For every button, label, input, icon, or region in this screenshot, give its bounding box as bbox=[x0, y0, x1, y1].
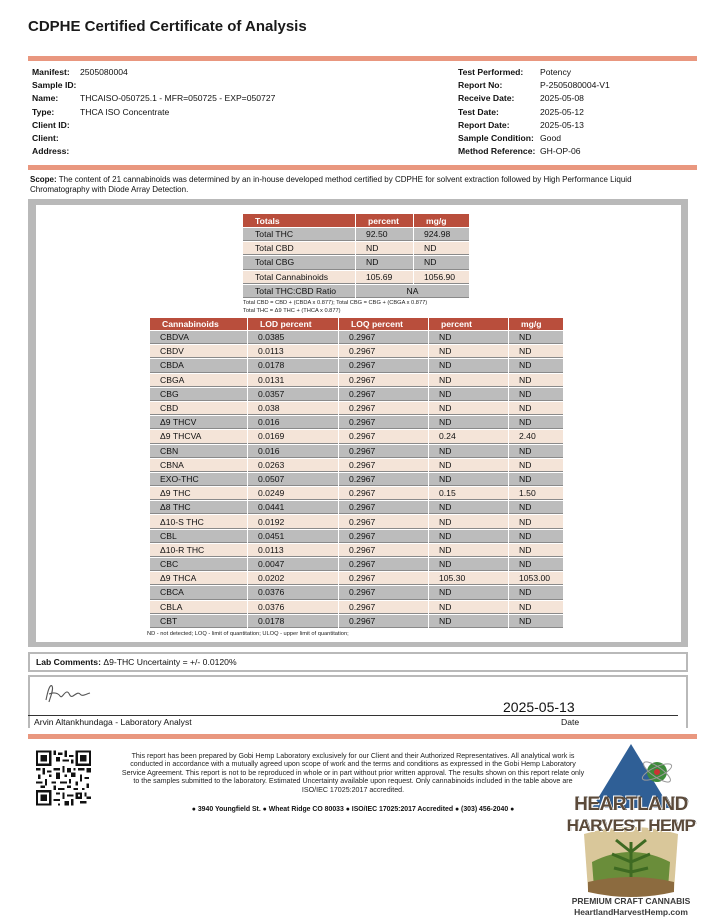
table-cell: ND bbox=[509, 530, 563, 543]
table-cell: 2.40 bbox=[509, 430, 563, 443]
table-row bbox=[243, 228, 469, 241]
table-cell: CBDVA bbox=[150, 331, 247, 344]
table-cell: CBD bbox=[150, 402, 247, 415]
table-cell: 0.016 bbox=[248, 416, 338, 429]
table-cell: ND bbox=[429, 345, 508, 358]
table-cell: 0.15 bbox=[429, 487, 508, 500]
table-cell: ND bbox=[429, 530, 508, 543]
table-row bbox=[243, 256, 469, 269]
signature-line bbox=[28, 715, 678, 716]
table-cell: ND bbox=[429, 601, 508, 614]
table-row bbox=[150, 331, 563, 344]
lab-comments bbox=[28, 652, 688, 672]
table-cell: 92.50 bbox=[356, 228, 413, 241]
table-cell: 0.0451 bbox=[248, 530, 338, 543]
info-row bbox=[32, 119, 432, 132]
info-label: Address: bbox=[32, 146, 70, 157]
table-row bbox=[150, 615, 563, 628]
table-cell: ND bbox=[509, 601, 563, 614]
table-row bbox=[150, 416, 563, 429]
table-cell: ND bbox=[429, 416, 508, 429]
info-row bbox=[32, 106, 432, 119]
table-cell: CBG bbox=[150, 388, 247, 401]
table-cell: ND bbox=[509, 544, 563, 557]
table-cell: 0.2967 bbox=[339, 586, 428, 599]
info-label: Method Reference: bbox=[458, 146, 536, 157]
info-row bbox=[458, 132, 698, 145]
table-cell: 924.98 bbox=[414, 228, 469, 241]
table-cell: ND bbox=[429, 515, 508, 528]
info-row bbox=[32, 145, 432, 158]
sample-info-left bbox=[32, 66, 432, 158]
table-row bbox=[150, 473, 563, 486]
table-row bbox=[150, 345, 563, 358]
info-row bbox=[458, 92, 698, 105]
table-cell: ND bbox=[509, 445, 563, 458]
table-cell: 0.0249 bbox=[248, 487, 338, 500]
table-row bbox=[243, 271, 469, 284]
cannabinoids-header: LOQ percent bbox=[339, 318, 428, 330]
info-row bbox=[32, 66, 432, 79]
table-cell: ND bbox=[509, 615, 563, 628]
cannabinoids-header: mg/g bbox=[509, 318, 563, 330]
table-cell: 0.2967 bbox=[339, 601, 428, 614]
table-row bbox=[150, 601, 563, 614]
table-cell: ND bbox=[429, 544, 508, 557]
table-cell: Δ9 THCVA bbox=[150, 430, 247, 443]
table-cell: 0.0357 bbox=[248, 388, 338, 401]
lab-comments-label: Lab Comments: bbox=[36, 657, 101, 667]
table-cell: Δ9 THC bbox=[150, 487, 247, 500]
info-label: Type: bbox=[32, 106, 55, 117]
table-cell: 0.0202 bbox=[248, 572, 338, 585]
table-cell: 105.69 bbox=[356, 271, 413, 284]
table-row bbox=[150, 487, 563, 500]
table-cell: 0.0376 bbox=[248, 601, 338, 614]
table-cell: 0.2967 bbox=[339, 345, 428, 358]
table-cell: ND bbox=[429, 388, 508, 401]
cannabinoids-table bbox=[149, 317, 564, 629]
table-row bbox=[150, 445, 563, 458]
scope-label: Scope: bbox=[30, 175, 57, 184]
table-cell: ND bbox=[414, 242, 469, 255]
analyst-name: Arvin Altankhundaga - Laboratory Analyst bbox=[34, 717, 192, 727]
table-cell: NA bbox=[356, 285, 469, 298]
table-cell: ND bbox=[356, 242, 413, 255]
table-cell: ND bbox=[509, 402, 563, 415]
table-cell: ND bbox=[509, 515, 563, 528]
info-value: Potency bbox=[540, 67, 572, 77]
table-cell: 0.0113 bbox=[248, 345, 338, 358]
table-cell: 0.016 bbox=[248, 445, 338, 458]
table-cell: 0.2967 bbox=[339, 430, 428, 443]
totals-formula-2: Total THC = Δ9 THC + (THCA x 0.877) bbox=[243, 308, 341, 314]
table-cell: 1056.90 bbox=[414, 271, 469, 284]
date-label: Date bbox=[561, 717, 580, 727]
table-cell: ND bbox=[509, 558, 563, 571]
scope-text bbox=[30, 175, 690, 195]
table-cell: 0.2967 bbox=[339, 515, 428, 528]
info-label: Report Date: bbox=[458, 119, 510, 130]
info-value: P-2505080004-V1 bbox=[540, 80, 610, 91]
table-cell: Δ9 THCA bbox=[150, 572, 247, 585]
scope-body: The content of 21 cannabinoids was determined by an in-house developed method certified by CDPHE for solvent extraction followed by High Performance Liquid Chromatography with Diode Array Detection. bbox=[30, 175, 632, 194]
table-cell: CBNA bbox=[150, 459, 247, 472]
table-row bbox=[150, 586, 563, 599]
info-label: Receive Date: bbox=[458, 93, 515, 104]
page-title: CDPHE Certified Certificate of Analysis bbox=[28, 18, 307, 35]
table-row bbox=[150, 501, 563, 514]
signature-image bbox=[40, 680, 100, 706]
info-row bbox=[32, 79, 432, 92]
table-row bbox=[150, 530, 563, 543]
table-row bbox=[150, 374, 563, 387]
table-cell: ND bbox=[429, 473, 508, 486]
table-cell: 0.0507 bbox=[248, 473, 338, 486]
table-cell: 1053.00 bbox=[509, 572, 563, 585]
table-cell: Total CBD bbox=[243, 242, 355, 255]
table-cell: 0.2967 bbox=[339, 544, 428, 557]
info-rule bbox=[28, 165, 697, 170]
table-cell: CBT bbox=[150, 615, 247, 628]
logo-text-line2: HARVEST HEMP bbox=[566, 816, 696, 835]
table-cell: ND bbox=[429, 445, 508, 458]
table-cell: CBGA bbox=[150, 374, 247, 387]
logo-text-line3: PREMIUM CRAFT CANNABIS bbox=[571, 896, 691, 906]
info-value: GH-OP-06 bbox=[540, 146, 581, 157]
table-cell: Total THC:CBD Ratio bbox=[243, 285, 355, 298]
table-row bbox=[150, 388, 563, 401]
table-cell: 0.2967 bbox=[339, 501, 428, 514]
table-cell: 105.30 bbox=[429, 572, 508, 585]
info-row bbox=[458, 106, 698, 119]
table-cell: CBC bbox=[150, 558, 247, 571]
info-label: Name: bbox=[32, 93, 59, 104]
footer-rule bbox=[28, 734, 697, 739]
logo-text-line4: HeartlandHarvestHemp.com bbox=[574, 907, 688, 917]
table-cell: 0.0441 bbox=[248, 501, 338, 514]
table-cell: ND bbox=[414, 256, 469, 269]
table-cell: ND bbox=[509, 345, 563, 358]
table-cell: 0.2967 bbox=[339, 487, 428, 500]
cannabinoids-header: Cannabinoids bbox=[150, 318, 247, 330]
table-cell: ND bbox=[429, 374, 508, 387]
table-cell: ND bbox=[429, 615, 508, 628]
info-row bbox=[458, 66, 698, 79]
table-cell: Total Cannabinoids bbox=[243, 271, 355, 284]
table-row bbox=[150, 544, 563, 557]
cannabinoids-header: LOD percent bbox=[248, 318, 338, 330]
totals-header: percent bbox=[356, 214, 413, 227]
info-value: Good bbox=[540, 133, 562, 144]
table-cell: EXO-THC bbox=[150, 473, 247, 486]
table-cell: CBCA bbox=[150, 586, 247, 599]
table-cell: 0.2967 bbox=[339, 558, 428, 571]
table-cell: 0.0192 bbox=[248, 515, 338, 528]
table-cell: Total THC bbox=[243, 228, 355, 241]
table-cell: ND bbox=[509, 586, 563, 599]
table-cell: ND bbox=[429, 402, 508, 415]
table-row bbox=[150, 459, 563, 472]
table-row bbox=[150, 558, 563, 571]
info-label: Test Date: bbox=[458, 106, 499, 117]
table-cell: 0.0169 bbox=[248, 430, 338, 443]
table-row bbox=[150, 430, 563, 443]
table-cell: ND bbox=[509, 416, 563, 429]
table-cell: 0.2967 bbox=[339, 331, 428, 344]
table-cell: ND bbox=[356, 256, 413, 269]
table-cell: CBDA bbox=[150, 359, 247, 372]
header-rule bbox=[28, 56, 697, 61]
info-value: 2025-05-08 bbox=[540, 93, 584, 104]
table-row bbox=[150, 572, 563, 585]
table-cell: ND bbox=[429, 359, 508, 372]
table-cell: Δ9 THCV bbox=[150, 416, 247, 429]
info-value: THCAISO-050725.1 - MFR=050725 - EXP=050727 bbox=[80, 93, 276, 104]
table-cell: ND bbox=[509, 359, 563, 372]
table-cell: ND bbox=[429, 459, 508, 472]
table-cell: ND bbox=[429, 558, 508, 571]
table-cell: Δ10-R THC bbox=[150, 544, 247, 557]
info-label: Test Performed: bbox=[458, 67, 524, 77]
table-cell: Δ10-S THC bbox=[150, 515, 247, 528]
lab-comments-text: Δ9-THC Uncertainty = +/- 0.0120% bbox=[103, 657, 237, 667]
totals-formula-1: Total CBD = CBD + (CBDA x 0.877); Total CBG = CBG + (CBGA x 0.877) bbox=[243, 300, 428, 306]
cannabinoids-header: percent bbox=[429, 318, 508, 330]
table-cell: ND bbox=[509, 459, 563, 472]
table-row bbox=[150, 359, 563, 372]
info-label: Client: bbox=[32, 133, 59, 144]
qr-code bbox=[36, 749, 91, 807]
lab-address: ● 3940 Youngfield St. ● Wheat Ridge CO 80033 ● ISO/IEC 17025:2017 Accredited ● (303) 456-2040 ● bbox=[191, 806, 515, 813]
table-cell: 0.2967 bbox=[339, 572, 428, 585]
table-cell: 0.2967 bbox=[339, 374, 428, 387]
info-value: 2025-05-12 bbox=[540, 106, 584, 117]
table-cell: 0.0131 bbox=[248, 374, 338, 387]
table-cell: 0.2967 bbox=[339, 445, 428, 458]
table-cell: CBDV bbox=[150, 345, 247, 358]
table-cell: 0.2967 bbox=[339, 359, 428, 372]
table-cell: CBLA bbox=[150, 601, 247, 614]
table-cell: CBL bbox=[150, 530, 247, 543]
table-cell: 0.2967 bbox=[339, 388, 428, 401]
table-cell: ND bbox=[509, 473, 563, 486]
table-cell: 0.0178 bbox=[248, 359, 338, 372]
table-cell: 0.2967 bbox=[339, 530, 428, 543]
info-label: Sample Condition: bbox=[458, 133, 534, 144]
table-cell: CBN bbox=[150, 445, 247, 458]
table-cell: 0.0263 bbox=[248, 459, 338, 472]
table-row bbox=[243, 285, 469, 298]
table-cell: ND bbox=[509, 388, 563, 401]
totals-header: mg/g bbox=[414, 214, 469, 227]
table-cell: 0.0376 bbox=[248, 586, 338, 599]
table-cell: 0.2967 bbox=[339, 473, 428, 486]
info-row bbox=[458, 79, 698, 92]
table-row bbox=[243, 242, 469, 255]
table-cell: 0.2967 bbox=[339, 416, 428, 429]
table-cell: ND bbox=[509, 501, 563, 514]
info-label: Client ID: bbox=[32, 119, 70, 130]
info-label: Sample ID: bbox=[32, 80, 77, 91]
info-row bbox=[32, 92, 432, 105]
totals-table bbox=[242, 213, 470, 299]
table-cell: 0.038 bbox=[248, 402, 338, 415]
table-cell: 0.0047 bbox=[248, 558, 338, 571]
info-row bbox=[458, 145, 698, 158]
table-cell: Total CBG bbox=[243, 256, 355, 269]
info-value: THCA ISO Concentrate bbox=[80, 106, 170, 117]
table-cell: 0.0385 bbox=[248, 331, 338, 344]
table-cell: ND bbox=[429, 501, 508, 514]
info-row bbox=[32, 132, 432, 145]
table-cell: 0.2967 bbox=[339, 402, 428, 415]
table-cell: 0.2967 bbox=[339, 615, 428, 628]
table-cell: 0.24 bbox=[429, 430, 508, 443]
table-cell: ND bbox=[509, 331, 563, 344]
table-cell: ND bbox=[509, 374, 563, 387]
disclaimer-text: This report has been prepared by Gobi Hemp Laboratory exclusively for our Client and their Authorized Representatives. All analytical work is conducted in accordance with a mutually agreed upon scope of work and the terms and conditions as expressed in the Gobi Hemp Laboratory Service Agreement. This report is not to be reproduced in whole or in part without prior written approval. The results shown on this report relate only to the samples submitted to the laboratory. Estimated Uncertainty available upon request. Only cannabinoids included in the table above are ISO/IEC 17025:2017 accredited. bbox=[121, 752, 585, 794]
info-label: Report No: bbox=[458, 80, 503, 91]
info-label: Manifest: bbox=[32, 67, 70, 77]
sample-info-right bbox=[458, 66, 698, 158]
table-row bbox=[150, 402, 563, 415]
table-cell: ND bbox=[429, 586, 508, 599]
totals-header: Totals bbox=[243, 214, 355, 227]
signoff-date: 2025-05-13 bbox=[503, 699, 575, 715]
info-value: 2505080004 bbox=[80, 67, 128, 77]
info-value: 2025-05-13 bbox=[540, 119, 584, 130]
table-cell: 1.50 bbox=[509, 487, 563, 500]
logo-text-line1: HEARTLAND bbox=[574, 794, 688, 815]
table-cell: 0.0113 bbox=[248, 544, 338, 557]
table-row bbox=[150, 515, 563, 528]
table-cell: 0.0178 bbox=[248, 615, 338, 628]
table-cell: Δ8 THC bbox=[150, 501, 247, 514]
table-footnote: ND - not detected; LOQ - limit of quantitation; ULOQ - upper limit of quantitation; bbox=[147, 631, 349, 637]
info-row bbox=[458, 119, 698, 132]
table-cell: ND bbox=[429, 331, 508, 344]
table-cell: 0.2967 bbox=[339, 459, 428, 472]
